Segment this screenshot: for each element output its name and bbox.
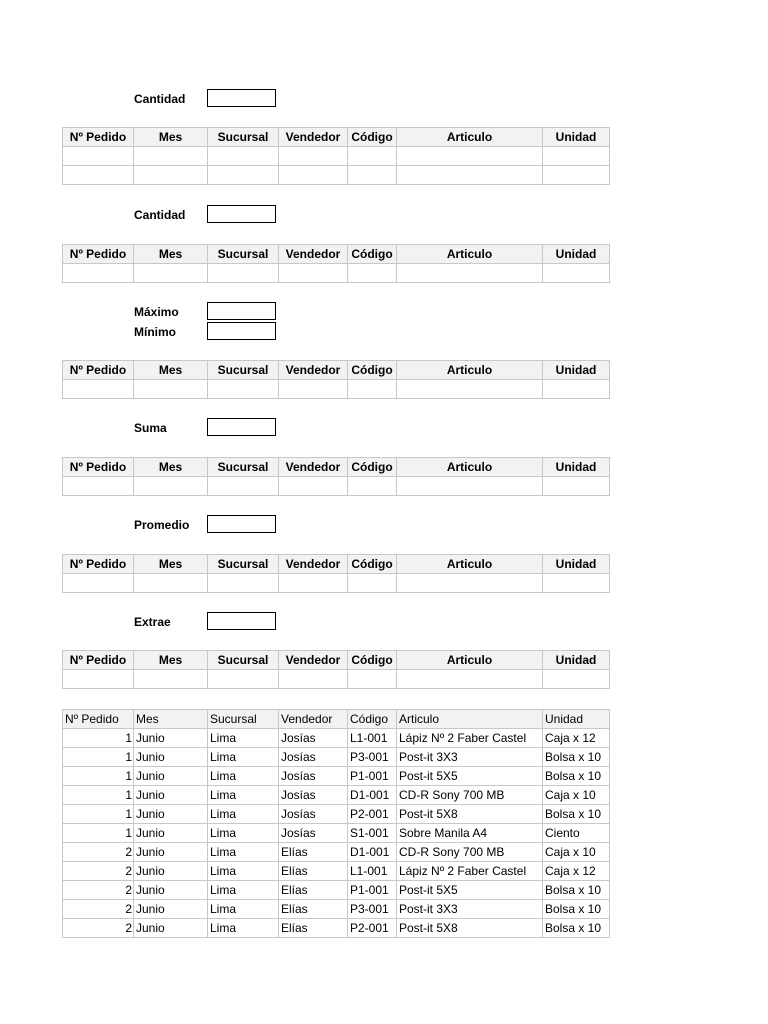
- column-header[interactable]: Unidad: [543, 128, 610, 147]
- table-cell[interactable]: Junio: [134, 729, 208, 748]
- table-cell[interactable]: 1: [63, 824, 134, 843]
- column-header[interactable]: Vendedor: [279, 245, 348, 264]
- table-cell[interactable]: Josías: [279, 805, 348, 824]
- table-cell[interactable]: Junio: [134, 824, 208, 843]
- table-cell[interactable]: Bolsa x 10: [543, 805, 610, 824]
- column-header[interactable]: Unidad: [543, 555, 610, 574]
- table-row: [63, 166, 610, 185]
- table-cell[interactable]: Junio: [134, 786, 208, 805]
- criteria-label: Extrae: [134, 615, 171, 629]
- table-cell[interactable]: Bolsa x 10: [543, 919, 610, 938]
- empty-cell[interactable]: [348, 670, 397, 689]
- column-header[interactable]: Código: [348, 361, 397, 380]
- criteria-input-cell[interactable]: [207, 322, 276, 340]
- empty-cell[interactable]: [134, 147, 208, 166]
- table-cell[interactable]: 1: [63, 805, 134, 824]
- table-cell[interactable]: 2: [63, 862, 134, 881]
- table-cell[interactable]: Post-it 5X5: [397, 767, 543, 786]
- column-header[interactable]: Código: [348, 651, 397, 670]
- column-header[interactable]: Sucursal: [208, 458, 279, 477]
- empty-cell[interactable]: [134, 574, 208, 593]
- table-cell[interactable]: Post-it 5X5: [397, 881, 543, 900]
- empty-cell[interactable]: [63, 380, 134, 399]
- column-header[interactable]: Articulo: [397, 245, 543, 264]
- table-cell[interactable]: Caja x 10: [543, 786, 610, 805]
- empty-cell[interactable]: [397, 264, 543, 283]
- column-header[interactable]: Vendedor: [279, 651, 348, 670]
- criteria-input-cell[interactable]: [207, 612, 276, 630]
- table-cell[interactable]: 1: [63, 748, 134, 767]
- empty-cell[interactable]: [348, 166, 397, 185]
- column-header[interactable]: Articulo: [397, 361, 543, 380]
- column-header[interactable]: Nº Pedido: [63, 458, 134, 477]
- column-header[interactable]: Articulo: [397, 458, 543, 477]
- column-header[interactable]: Código: [348, 128, 397, 147]
- result-table: [62, 650, 610, 689]
- column-header[interactable]: Vendedor: [279, 128, 348, 147]
- criteria-input-cell[interactable]: [207, 205, 276, 223]
- empty-cell[interactable]: [208, 670, 279, 689]
- table-cell[interactable]: 2: [63, 881, 134, 900]
- table-row: [63, 805, 610, 824]
- table-cell[interactable]: P2-001: [348, 805, 397, 824]
- table-header-row: [63, 361, 610, 380]
- table-row: [63, 147, 610, 166]
- table-cell[interactable]: Junio: [134, 748, 208, 767]
- table-cell[interactable]: Caja x 12: [543, 862, 610, 881]
- table-cell[interactable]: D1-001: [348, 786, 397, 805]
- column-header[interactable]: Unidad: [543, 245, 610, 264]
- empty-cell[interactable]: [543, 670, 610, 689]
- empty-cell[interactable]: [63, 264, 134, 283]
- empty-cell[interactable]: [543, 147, 610, 166]
- empty-cell[interactable]: [208, 147, 279, 166]
- column-header[interactable]: Código: [348, 458, 397, 477]
- result-table: [62, 554, 610, 593]
- table-cell[interactable]: Post-it 3X3: [397, 748, 543, 767]
- table-cell[interactable]: Lima: [208, 824, 279, 843]
- column-header[interactable]: Vendedor: [279, 710, 348, 729]
- table-cell[interactable]: Junio: [134, 881, 208, 900]
- empty-cell[interactable]: [208, 574, 279, 593]
- empty-cell[interactable]: [134, 670, 208, 689]
- column-header[interactable]: Unidad: [543, 651, 610, 670]
- empty-cell[interactable]: [543, 166, 610, 185]
- criteria-label: Mínimo: [134, 325, 176, 339]
- table-cell[interactable]: Junio: [134, 919, 208, 938]
- table-cell[interactable]: Bolsa x 10: [543, 900, 610, 919]
- column-header[interactable]: Mes: [134, 458, 208, 477]
- criteria-input-cell[interactable]: [207, 418, 276, 436]
- column-header[interactable]: Sucursal: [208, 128, 279, 147]
- column-header[interactable]: Articulo: [397, 710, 543, 729]
- table-row: [63, 729, 610, 748]
- table-cell[interactable]: Elías: [279, 900, 348, 919]
- table-cell[interactable]: P1-001: [348, 767, 397, 786]
- column-header[interactable]: Unidad: [543, 458, 610, 477]
- empty-cell[interactable]: [397, 147, 543, 166]
- empty-cell[interactable]: [279, 380, 348, 399]
- column-header[interactable]: Código: [348, 245, 397, 264]
- empty-cell[interactable]: [543, 477, 610, 496]
- empty-cell[interactable]: [397, 166, 543, 185]
- table-cell[interactable]: 1: [63, 767, 134, 786]
- table-cell[interactable]: Post-it 5X8: [397, 805, 543, 824]
- table-cell[interactable]: Ciento: [543, 824, 610, 843]
- column-header[interactable]: Sucursal: [208, 245, 279, 264]
- empty-cell[interactable]: [279, 264, 348, 283]
- table-cell[interactable]: Lima: [208, 729, 279, 748]
- table-cell[interactable]: Lima: [208, 767, 279, 786]
- table-cell[interactable]: Lápiz Nº 2 Faber Castel: [397, 862, 543, 881]
- table-cell[interactable]: P1-001: [348, 881, 397, 900]
- table-row: [63, 881, 610, 900]
- table-row: [63, 264, 610, 283]
- table-header-row: [63, 651, 610, 670]
- column-header[interactable]: Sucursal: [208, 651, 279, 670]
- empty-cell[interactable]: [397, 574, 543, 593]
- column-header[interactable]: Sucursal: [208, 361, 279, 380]
- table-cell[interactable]: Bolsa x 10: [543, 767, 610, 786]
- table-cell[interactable]: Lima: [208, 843, 279, 862]
- column-header[interactable]: Nº Pedido: [63, 128, 134, 147]
- empty-cell[interactable]: [279, 670, 348, 689]
- table-cell[interactable]: D1-001: [348, 843, 397, 862]
- table-cell[interactable]: Elías: [279, 843, 348, 862]
- table-row: [63, 670, 610, 689]
- table-cell[interactable]: Elías: [279, 919, 348, 938]
- table-cell[interactable]: Lima: [208, 881, 279, 900]
- table-cell[interactable]: Josías: [279, 729, 348, 748]
- column-header[interactable]: Sucursal: [208, 710, 279, 729]
- table-cell[interactable]: CD-R Sony 700 MB: [397, 786, 543, 805]
- table-header-row: [63, 245, 610, 264]
- column-header[interactable]: Articulo: [397, 651, 543, 670]
- empty-cell[interactable]: [279, 166, 348, 185]
- column-header[interactable]: Mes: [134, 361, 208, 380]
- empty-cell[interactable]: [543, 264, 610, 283]
- table-cell[interactable]: Sobre Manila A4: [397, 824, 543, 843]
- empty-cell[interactable]: [63, 147, 134, 166]
- table-cell[interactable]: Lima: [208, 786, 279, 805]
- column-header[interactable]: Mes: [134, 710, 208, 729]
- table-cell[interactable]: 2: [63, 919, 134, 938]
- empty-cell[interactable]: [208, 166, 279, 185]
- table-cell[interactable]: L1-001: [348, 729, 397, 748]
- empty-cell[interactable]: [134, 477, 208, 496]
- table-row: [63, 786, 610, 805]
- empty-cell[interactable]: [134, 166, 208, 185]
- table-cell[interactable]: Josías: [279, 786, 348, 805]
- result-table: [62, 127, 610, 185]
- criteria-label: Suma: [134, 421, 167, 435]
- empty-cell[interactable]: [279, 147, 348, 166]
- table-cell[interactable]: Junio: [134, 805, 208, 824]
- table-cell[interactable]: Junio: [134, 862, 208, 881]
- empty-cell[interactable]: [63, 670, 134, 689]
- table-header-row: [63, 458, 610, 477]
- table-cell[interactable]: Elías: [279, 862, 348, 881]
- column-header[interactable]: Articulo: [397, 555, 543, 574]
- table-cell[interactable]: Lápiz Nº 2 Faber Castel: [397, 729, 543, 748]
- table-row: [63, 900, 610, 919]
- column-header[interactable]: Nº Pedido: [63, 245, 134, 264]
- empty-cell[interactable]: [543, 380, 610, 399]
- column-header[interactable]: Unidad: [543, 710, 610, 729]
- column-header[interactable]: Mes: [134, 245, 208, 264]
- column-header[interactable]: Vendedor: [279, 458, 348, 477]
- table-row: [63, 919, 610, 938]
- table-cell[interactable]: 1: [63, 786, 134, 805]
- table-cell[interactable]: Lima: [208, 805, 279, 824]
- table-cell[interactable]: Post-it 5X8: [397, 919, 543, 938]
- table-cell[interactable]: 1: [63, 729, 134, 748]
- result-table: [62, 360, 610, 399]
- table-row: [63, 574, 610, 593]
- orders-data-table: [62, 709, 610, 938]
- column-header[interactable]: Nº Pedido: [63, 555, 134, 574]
- empty-cell[interactable]: [348, 574, 397, 593]
- table-cell[interactable]: 2: [63, 843, 134, 862]
- table-cell[interactable]: 2: [63, 900, 134, 919]
- table-cell[interactable]: Josías: [279, 748, 348, 767]
- column-header[interactable]: Nº Pedido: [63, 710, 134, 729]
- table-cell[interactable]: Josías: [279, 767, 348, 786]
- empty-cell[interactable]: [134, 380, 208, 399]
- empty-cell[interactable]: [208, 264, 279, 283]
- table-row: [63, 767, 610, 786]
- criteria-input-cell[interactable]: [207, 515, 276, 533]
- table-cell[interactable]: Bolsa x 10: [543, 748, 610, 767]
- empty-cell[interactable]: [208, 477, 279, 496]
- column-header[interactable]: Vendedor: [279, 361, 348, 380]
- empty-cell[interactable]: [397, 670, 543, 689]
- table-row: [63, 824, 610, 843]
- result-table: [62, 244, 610, 283]
- table-row: [63, 477, 610, 496]
- table-cell[interactable]: Lima: [208, 900, 279, 919]
- result-table: [62, 457, 610, 496]
- column-header[interactable]: Código: [348, 710, 397, 729]
- column-header[interactable]: Código: [348, 555, 397, 574]
- column-header[interactable]: Unidad: [543, 361, 610, 380]
- empty-cell[interactable]: [63, 574, 134, 593]
- table-cell[interactable]: L1-001: [348, 862, 397, 881]
- table-cell[interactable]: P3-001: [348, 748, 397, 767]
- empty-cell[interactable]: [348, 147, 397, 166]
- criteria-label: Cantidad: [134, 92, 186, 106]
- column-header[interactable]: Mes: [134, 651, 208, 670]
- empty-cell[interactable]: [208, 380, 279, 399]
- table-row: [63, 748, 610, 767]
- table-cell[interactable]: P3-001: [348, 900, 397, 919]
- empty-cell[interactable]: [279, 477, 348, 496]
- table-cell[interactable]: Caja x 10: [543, 843, 610, 862]
- table-header-row: [63, 710, 610, 729]
- empty-cell[interactable]: [134, 264, 208, 283]
- empty-cell[interactable]: [348, 264, 397, 283]
- table-cell[interactable]: Post-it 3X3: [397, 900, 543, 919]
- column-header[interactable]: Vendedor: [279, 555, 348, 574]
- criteria-label: Máximo: [134, 305, 179, 319]
- table-cell[interactable]: Josías: [279, 824, 348, 843]
- column-header[interactable]: Mes: [134, 128, 208, 147]
- table-row: [63, 843, 610, 862]
- empty-cell[interactable]: [348, 380, 397, 399]
- criteria-label: Promedio: [134, 518, 190, 532]
- empty-cell[interactable]: [63, 477, 134, 496]
- table-header-row: [63, 555, 610, 574]
- empty-cell[interactable]: [63, 166, 134, 185]
- table-cell[interactable]: Elías: [279, 881, 348, 900]
- table-cell[interactable]: Junio: [134, 900, 208, 919]
- table-row: [63, 862, 610, 881]
- empty-cell[interactable]: [397, 477, 543, 496]
- table-cell[interactable]: P2-001: [348, 919, 397, 938]
- column-header[interactable]: Mes: [134, 555, 208, 574]
- column-header[interactable]: Sucursal: [208, 555, 279, 574]
- table-cell[interactable]: Junio: [134, 767, 208, 786]
- criteria-input-cell[interactable]: [207, 302, 276, 320]
- empty-cell[interactable]: [279, 574, 348, 593]
- table-cell[interactable]: CD-R Sony 700 MB: [397, 843, 543, 862]
- column-header[interactable]: Nº Pedido: [63, 361, 134, 380]
- table-cell[interactable]: Caja x 12: [543, 729, 610, 748]
- table-cell[interactable]: Lima: [208, 919, 279, 938]
- table-row: [63, 380, 610, 399]
- empty-cell[interactable]: [543, 574, 610, 593]
- table-cell[interactable]: Lima: [208, 862, 279, 881]
- table-cell[interactable]: Junio: [134, 843, 208, 862]
- table-cell[interactable]: Bolsa x 10: [543, 881, 610, 900]
- table-header-row: [63, 128, 610, 147]
- table-cell[interactable]: Lima: [208, 748, 279, 767]
- empty-cell[interactable]: [397, 380, 543, 399]
- column-header[interactable]: Articulo: [397, 128, 543, 147]
- criteria-input-cell[interactable]: [207, 89, 276, 107]
- table-cell[interactable]: S1-001: [348, 824, 397, 843]
- criteria-label: Cantidad: [134, 208, 186, 222]
- column-header[interactable]: Nº Pedido: [63, 651, 134, 670]
- empty-cell[interactable]: [348, 477, 397, 496]
